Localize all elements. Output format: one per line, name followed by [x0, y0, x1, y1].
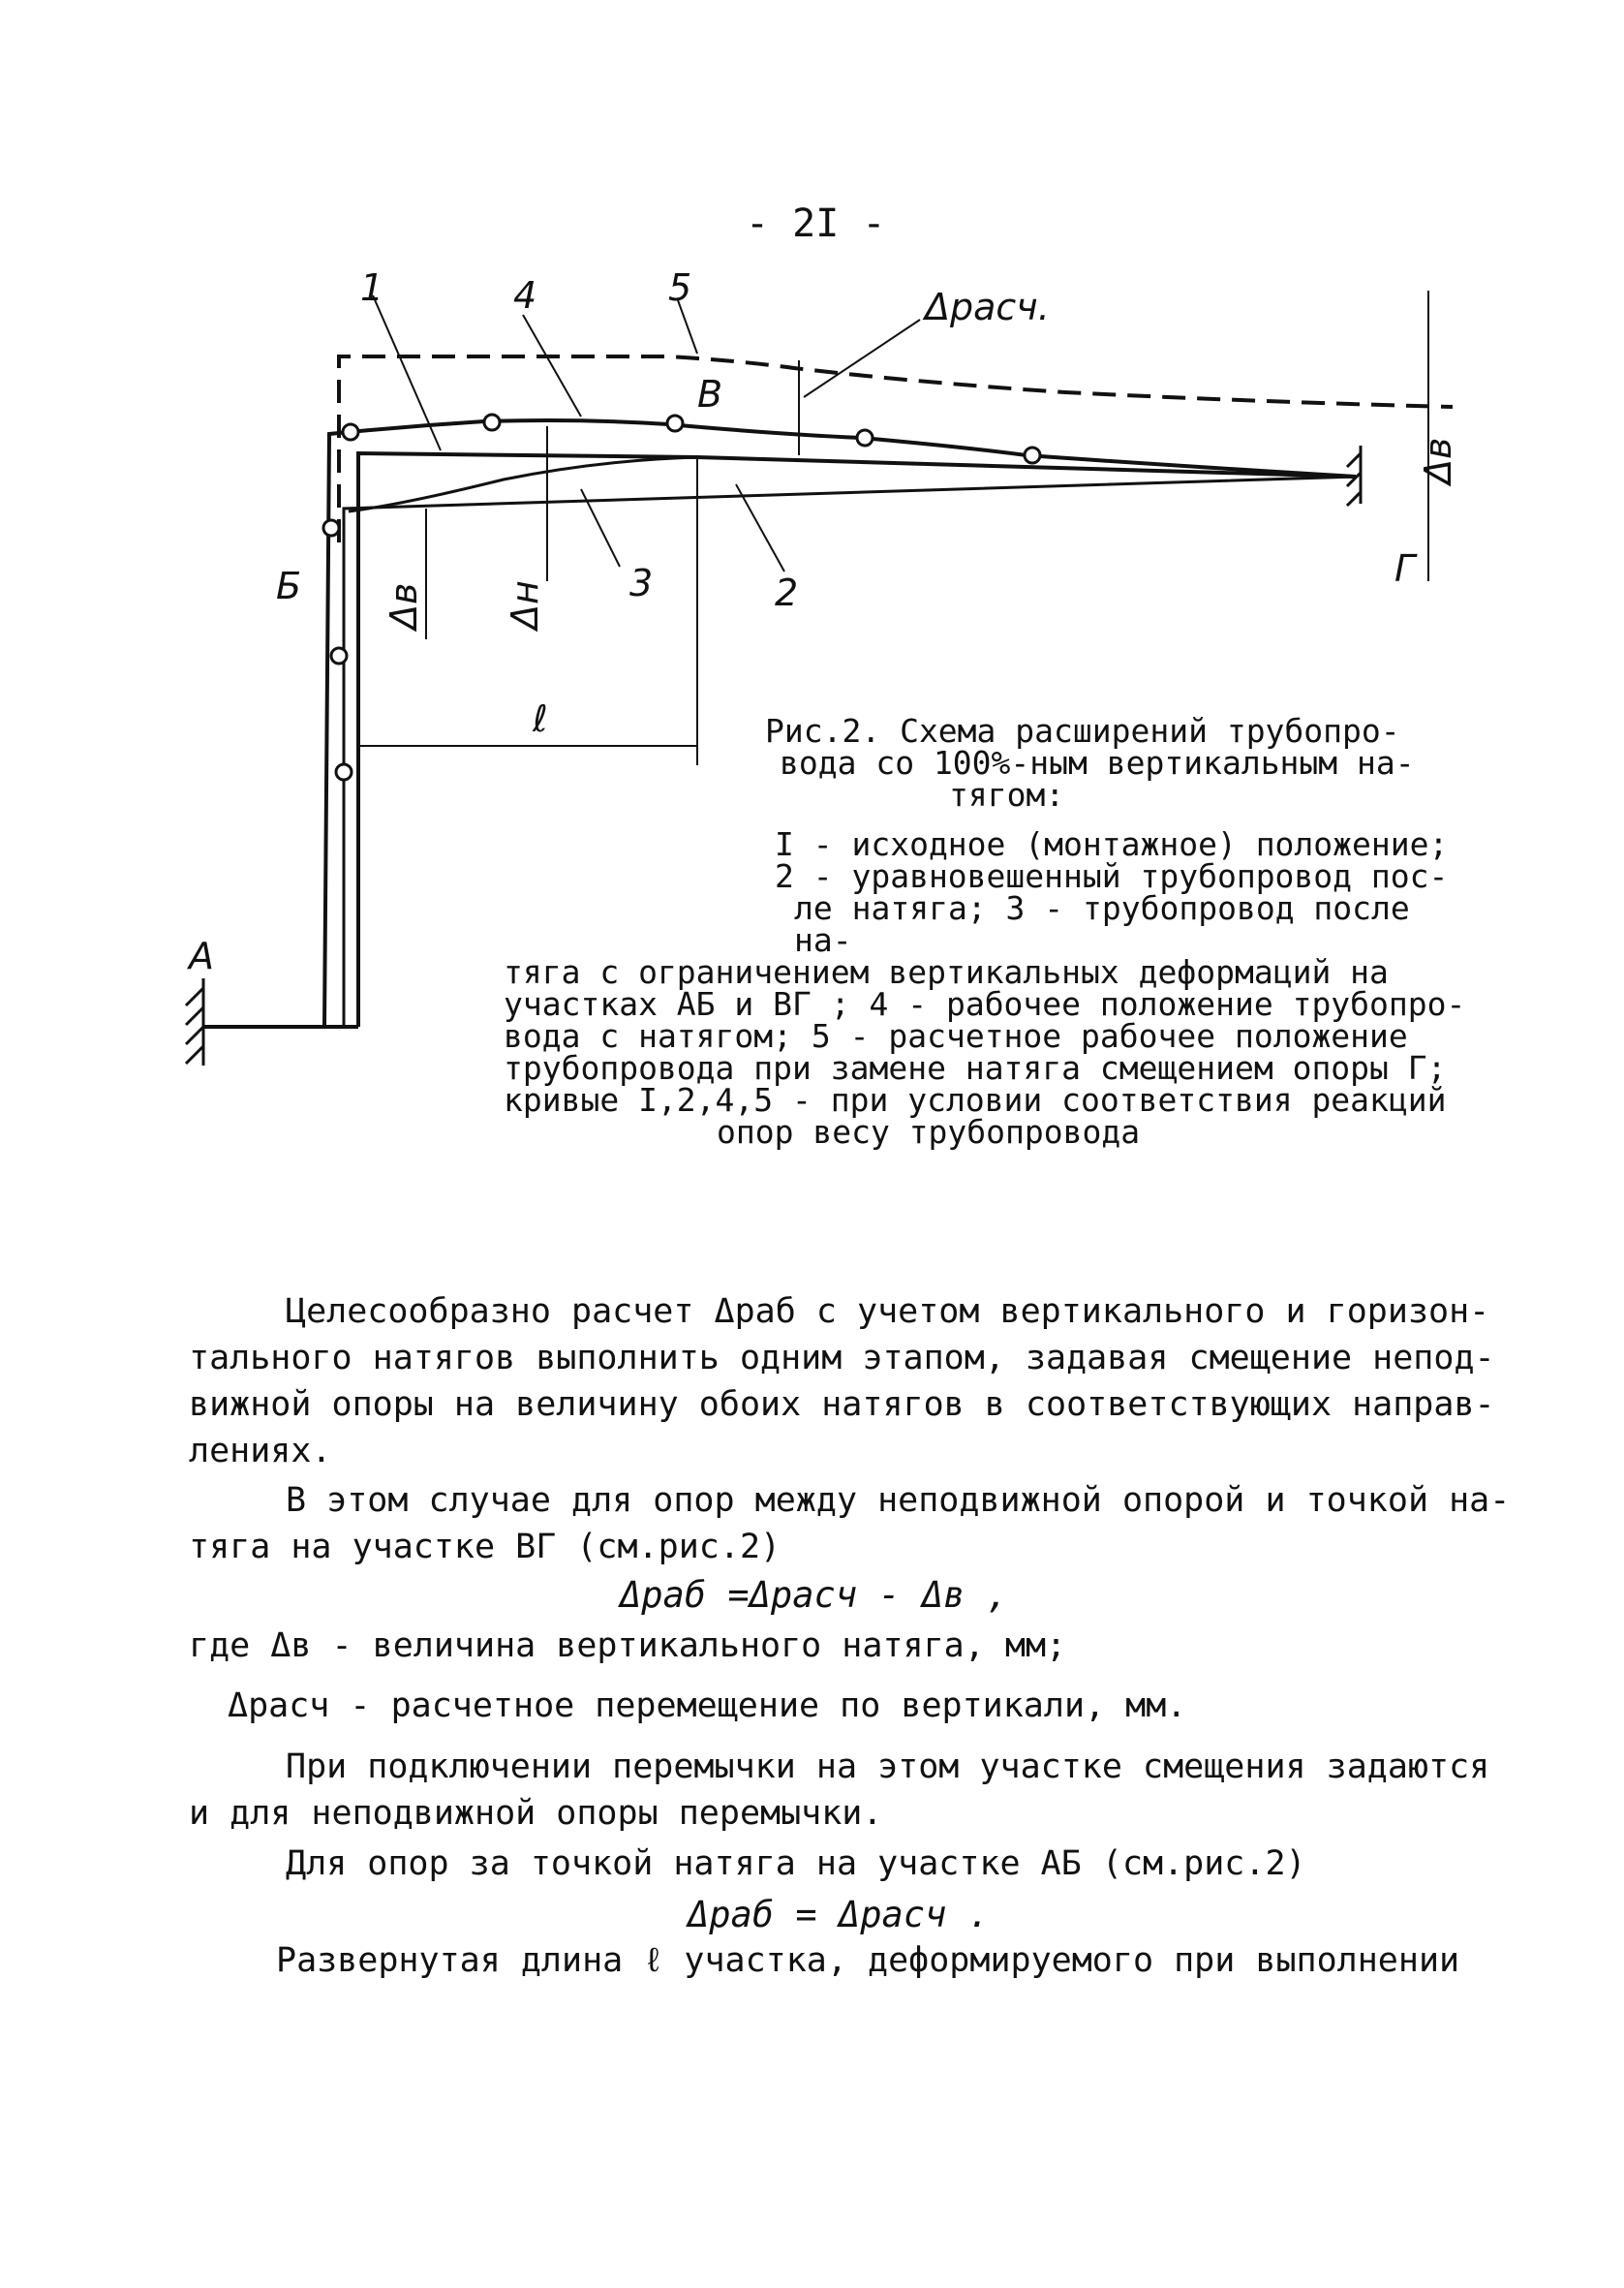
label-delta-v-left: Δв [383, 582, 425, 630]
label-point-B: Б [276, 565, 302, 607]
label-delta-v-right: Δв [1417, 437, 1459, 484]
text-line: В этом случае для опор между неподвижной опорой и точкой на- [286, 1481, 1511, 1520]
label-curve-4: 4 [513, 274, 537, 317]
caption-legend-line: опор весу трубопровода [717, 1113, 1141, 1151]
text-line: и для неподвижной опоры перемычки. [189, 1794, 883, 1833]
node [484, 415, 500, 430]
body-paragraph-5 [189, 1937, 1460, 1984]
node [331, 648, 347, 664]
label-point-A: А [189, 935, 214, 977]
node [323, 520, 339, 536]
label-delta-rasch: Δрасч. [925, 286, 1050, 328]
caption-legend-line: I - исходное (монтажное) положение; [775, 825, 1449, 863]
label-length-l: ℓ [533, 697, 548, 740]
body-paragraph-1 [189, 1288, 1495, 1474]
caption-title-line: Рис.2. Схема расширений трубопро- [765, 712, 1400, 750]
body-paragraph-2 [189, 1477, 1511, 1570]
body-paragraph-3 [189, 1744, 1490, 1837]
caption-title-line: тягом: [949, 776, 1065, 814]
caption-legend-line: трубопровода при замене натяга смещением опоры Г; [504, 1049, 1447, 1087]
label-delta-n: Δн [504, 580, 546, 630]
label-point-G: Г [1394, 547, 1416, 590]
caption-title-line: вода со 100%-ным вертикальным на- [780, 744, 1415, 782]
label-curve-5: 5 [668, 266, 692, 309]
text-line: Δрасч - расчетное перемещение по вертикали, мм. [228, 1686, 1187, 1725]
caption-legend-line: ле натяга; 3 - трубопровод после на- [794, 889, 1410, 959]
leader-rasch [804, 320, 920, 397]
support-A-hatch [186, 978, 203, 1066]
text-line: вижной опоры на величину обоих натягов в соответствующих направ- [189, 1385, 1495, 1424]
text-line: Целесообразно расчет Δраб с учетом вертикального и горизон- [286, 1292, 1490, 1331]
leader-2 [736, 484, 784, 572]
node [343, 424, 358, 440]
formula-1: Δраб =Δрасч - Δв , [620, 1574, 1008, 1616]
figure-caption [504, 712, 1472, 1151]
where-block [189, 1623, 1448, 1729]
label-curve-3: 3 [629, 562, 654, 604]
caption-legend-line: кривые I,2,4,5 - при условии соответствия реакций [504, 1081, 1447, 1119]
label-point-V: В [697, 373, 723, 416]
text-line: лениях. [189, 1432, 332, 1470]
curve-5-design-position [339, 356, 1453, 542]
caption-legend-line: тяга с ограничением вертикальных деформаций на [504, 953, 1389, 991]
text-line: тяга на участке ВГ (см.рис.2) [189, 1528, 781, 1566]
label-curve-2: 2 [775, 572, 799, 614]
node [1025, 448, 1040, 463]
formula-2: Δраб = Δрасч . [688, 1894, 990, 1935]
node [857, 430, 873, 446]
label-curve-1: 1 [360, 266, 384, 309]
caption-legend-line: 2 - уравновешенный трубопровод пос- [775, 857, 1449, 895]
caption-legend-line: вода с натягом; 5 - расчетное рабочее положение [504, 1017, 1408, 1055]
node [667, 416, 683, 431]
text-line: Для опор за точкой натяга на участке АБ (см.рис.2) [286, 1844, 1306, 1883]
text-line: Развернутая длина ℓ участка, деформируемого при выполнении [276, 1941, 1460, 1980]
page-number: - 2I - [746, 201, 886, 246]
text-line: тального натягов выполнить одним этапом, задавая смещение непод- [189, 1339, 1495, 1377]
text-line: где Δв - величина вертикального натяга, мм; [189, 1626, 1067, 1665]
caption-legend-line: участках АБ и ВГ ; 4 - рабочее положение трубопро- [504, 985, 1466, 1023]
text-line: При подключении перемычки на этом участке смещения задаются [286, 1747, 1490, 1786]
leader-4 [523, 315, 581, 417]
node [336, 764, 352, 780]
body-paragraph-4 [189, 1840, 1448, 1887]
